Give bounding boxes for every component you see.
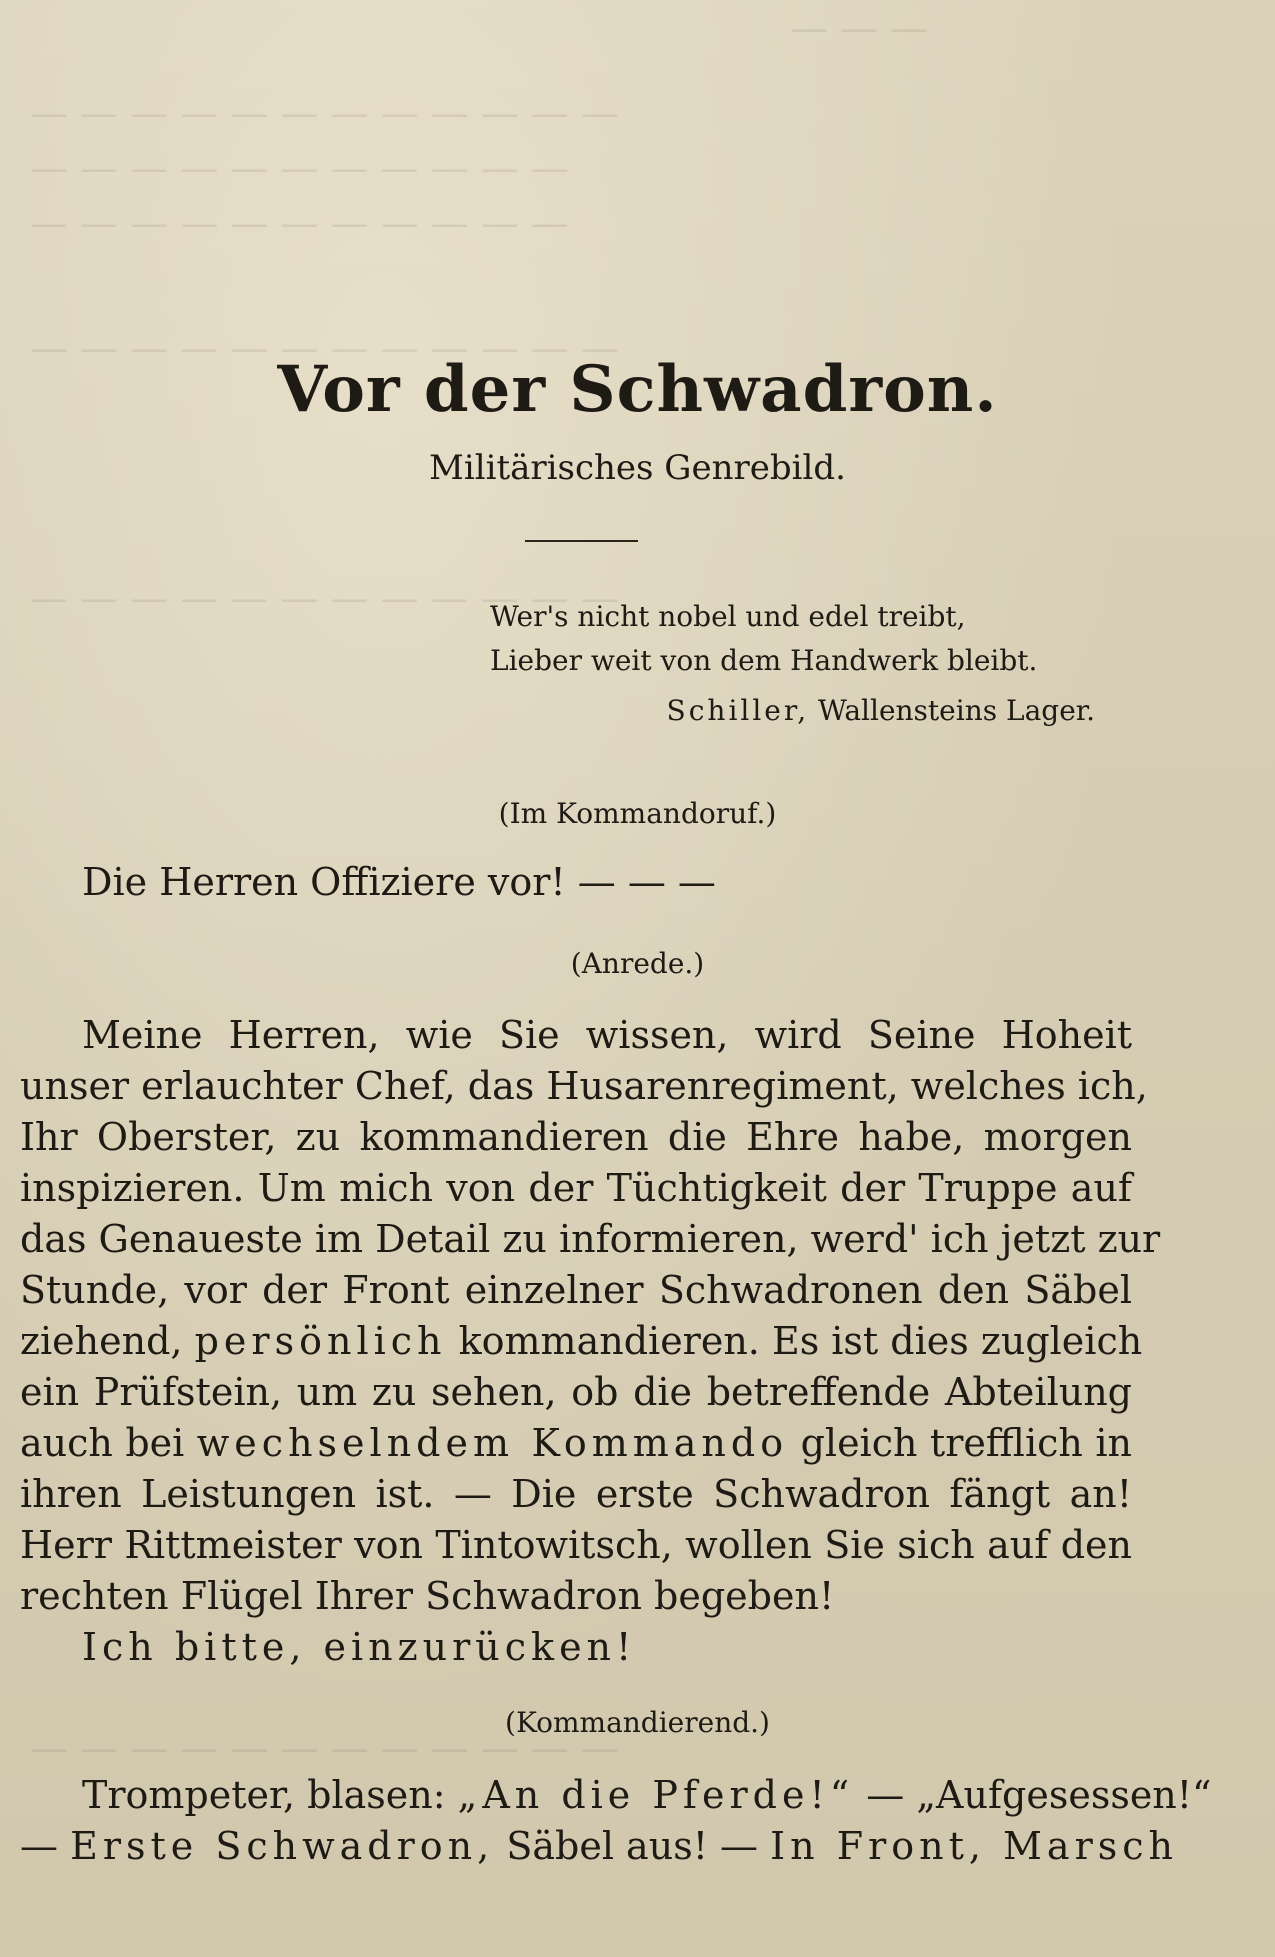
emphasized-text: Erste Schwadron, [70, 1824, 495, 1868]
text-segment: auch bei [20, 1421, 185, 1465]
page-subtitle: Militärisches Genrebild. [429, 448, 846, 488]
command-paragraph [20, 1770, 1212, 1872]
emphasized-text: persönlich [194, 1319, 447, 1363]
text-line: unser erlauchter Chef, das Husarenregiment, welches ich, [20, 1064, 1148, 1108]
text-segment: ziehend, [20, 1319, 183, 1363]
epigraph-line: Lieber weit von dem Handwerk bleibt. [490, 644, 1038, 677]
text-line: ein Prüfstein, um zu sehen, ob die betreffende Abteilung [20, 1370, 1132, 1414]
text-segment: kommandieren. Es ist dies zugleich [458, 1319, 1143, 1363]
text-line: Die Herren Offiziere vor! — — — [82, 860, 716, 904]
epigraph-author: Schiller, [666, 694, 810, 727]
text-segment: — „Aufgesessen!“ [866, 1773, 1212, 1817]
text-segment: Trompeter, blasen: [82, 1773, 446, 1817]
title-divider [525, 540, 638, 542]
call-line [20, 857, 1132, 908]
text-line: ihren Leistungen ist. — Die erste Schwadron fängt an! [20, 1472, 1132, 1516]
stage-direction: (Kommandierend.) [505, 1706, 770, 1739]
text-line [20, 1418, 1132, 1469]
epigraph-work: Wallensteins Lager. [818, 694, 1095, 727]
text-line [20, 1316, 1143, 1367]
epigraph [490, 595, 1095, 733]
epigraph-line: Wer's nicht nobel und edel treibt, [490, 600, 966, 633]
text-line: Meine Herren, wie Sie wissen, wird Seine Hoheit [82, 1013, 1132, 1057]
emphasized-text: In Front, Marsch [770, 1824, 1179, 1868]
speech-paragraph [20, 1010, 1161, 1673]
text-line: rechten Flügel Ihrer Schwadron begeben! [20, 1574, 835, 1618]
text-line: Ihr Oberster, zu kommandieren die Ehre habe, morgen [20, 1115, 1132, 1159]
stage-direction: (Im Kommandoruf.) [498, 797, 777, 830]
text-segment: gleich trefflich in [800, 1421, 1132, 1465]
text-line: inspizieren. Um mich von der Tüchtigkeit der Truppe auf [20, 1166, 1132, 1210]
text-line: das Genaueste im Detail zu informieren, werd' ich jetzt zur [20, 1217, 1161, 1261]
epigraph-source [490, 689, 1095, 733]
text-line [20, 1622, 1132, 1673]
show-through-texture: — — — — — — — — — — — — — — — — — — — — — — — — — — — — — — — — — — — — — — — — — — — — — — — — — — — — — — — — — — — — — — — — — — — — — — — — — [30, 6, 929, 1770]
text-line [20, 1821, 1179, 1872]
text-segment: — [20, 1824, 58, 1868]
emphasized-text: wechselndem Kommando [196, 1421, 789, 1465]
page-title: Vor der Schwadron. [277, 352, 998, 427]
stage-direction: (Anrede.) [570, 947, 705, 980]
text-line: Stunde, vor der Front einzelner Schwadronen den Säbel [20, 1268, 1132, 1312]
text-segment: Säbel aus! — [506, 1824, 759, 1868]
text-line: Herr Rittmeister von Tintowitsch, wollen Sie sich auf den [20, 1523, 1132, 1567]
emphasized-text: Ich bitte, einzurücken! [82, 1625, 637, 1669]
emphasized-text: „An die Pferde!“ [457, 1773, 855, 1817]
text-line [20, 1770, 1212, 1821]
